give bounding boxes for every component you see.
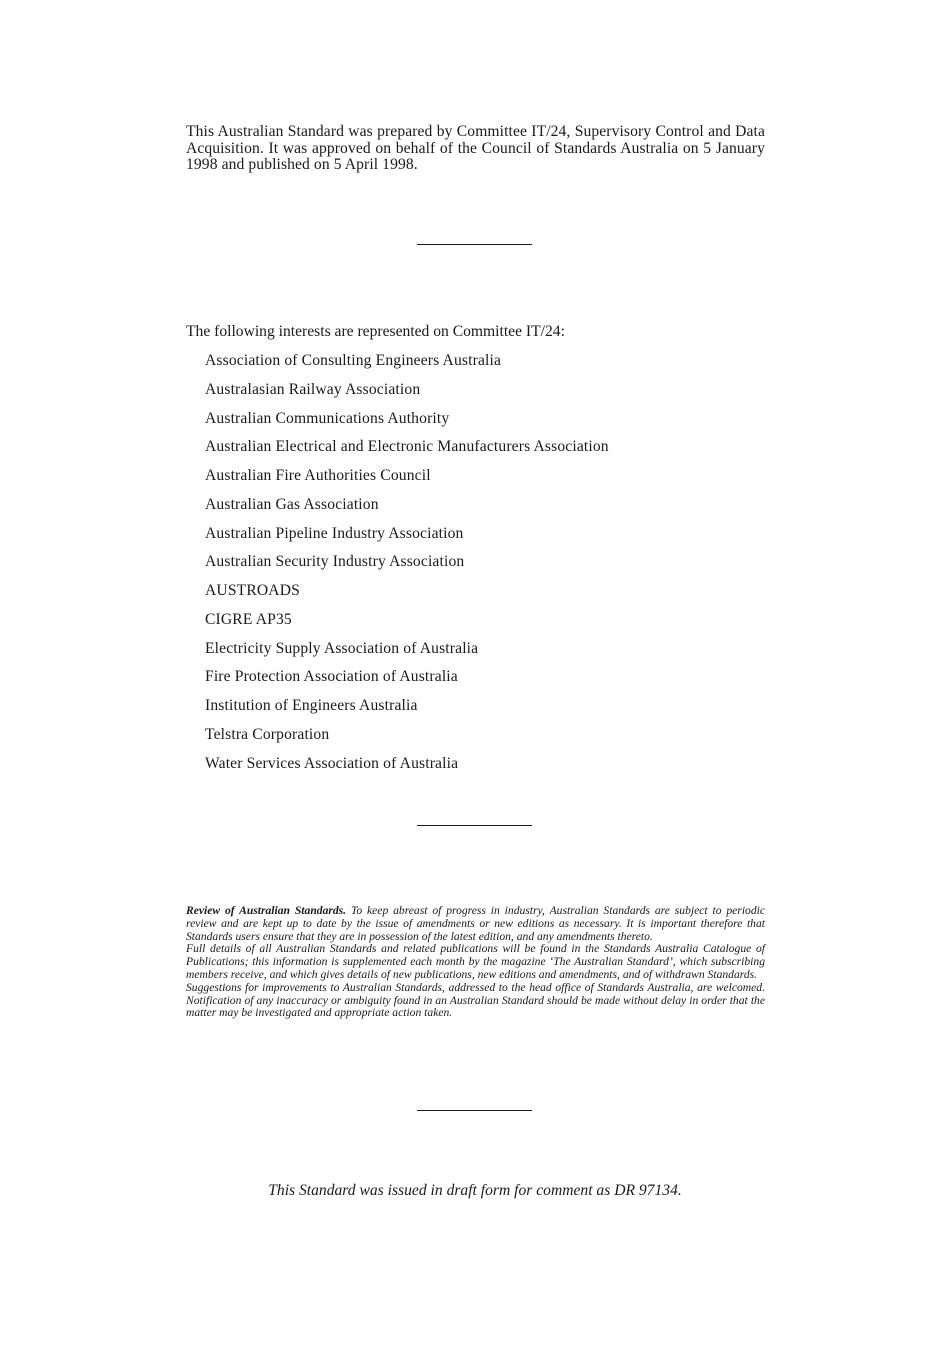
interest-item: Electricity Supply Association of Australia: [205, 639, 479, 657]
interest-item: Australian Security Industry Association: [205, 553, 465, 571]
review-paragraph-1: [186, 905, 765, 943]
approval-statement: This Australian Standard was prepared by Committee IT/24, Supervisory Control and Data Acquisition. It was approved on behalf of the Council of Standards Australia on 5 January 1998 and published on 5 April 1998.: [186, 123, 765, 173]
interest-item: Institution of Engineers Australia: [205, 697, 418, 714]
interest-item: Australasian Railway Association: [205, 380, 421, 398]
interest-item: CIGRE AP35: [205, 610, 292, 628]
section-divider-bottom: [417, 1110, 532, 1111]
review-text-1: To keep abreast of progress in industry, Australian Standards are subject to periodic review and are kept up to date by the issue of amendments or new editions as necessary. It is important therefore that Standards users ensure that they are in possession of the latest edition, and any amendments thereto.: [186, 904, 765, 943]
interest-item: Australian Pipeline Industry Association: [205, 524, 464, 542]
section-divider-middle: [417, 825, 532, 826]
interest-item: Fire Protection Association of Australia: [205, 668, 458, 686]
interest-item: Australian Electrical and Electronic Manufacturers Association: [205, 438, 609, 456]
section-divider-top: [417, 244, 532, 245]
review-lead: Review of Australian Standards.: [186, 904, 347, 917]
interest-item: Telstra Corporation: [205, 725, 330, 743]
interest-item: Australian Gas Association: [205, 495, 379, 513]
review-paragraph-2: Full details of all Australian Standards and related publications will be found in the Standards Australia Catalogue of Publications; this information is supplemented each month by the magazine ‘The Australian Standard’, which subscribing members receive, and which gives details of new publications, new editions and amendments, and of withdrawn Standards.: [186, 942, 765, 981]
review-paragraph-3: Suggestions for improvements to Australian Standards, addressed to the head office of Standards Australia, are welcomed. Notification of any inaccuracy or ambiguity found in an Australian Standard should be made without delay in order that the matter may be investigated and appropriate action taken.: [186, 980, 765, 1020]
interest-item: AUSTROADS: [205, 582, 300, 599]
interest-item: Australian Fire Authorities Council: [205, 467, 431, 484]
interest-item: Association of Consulting Engineers Australia: [205, 352, 502, 369]
draft-note: This Standard was issued in draft form for comment as DR 97134.: [268, 1182, 682, 1199]
interest-item: Water Services Association of Australia: [205, 754, 459, 772]
interests-list: [205, 351, 609, 782]
review-notice: [186, 905, 765, 1020]
interests-heading: The following interests are represented on Committee IT/24:: [186, 323, 565, 340]
interest-item: Australian Communications Authority: [205, 409, 450, 427]
